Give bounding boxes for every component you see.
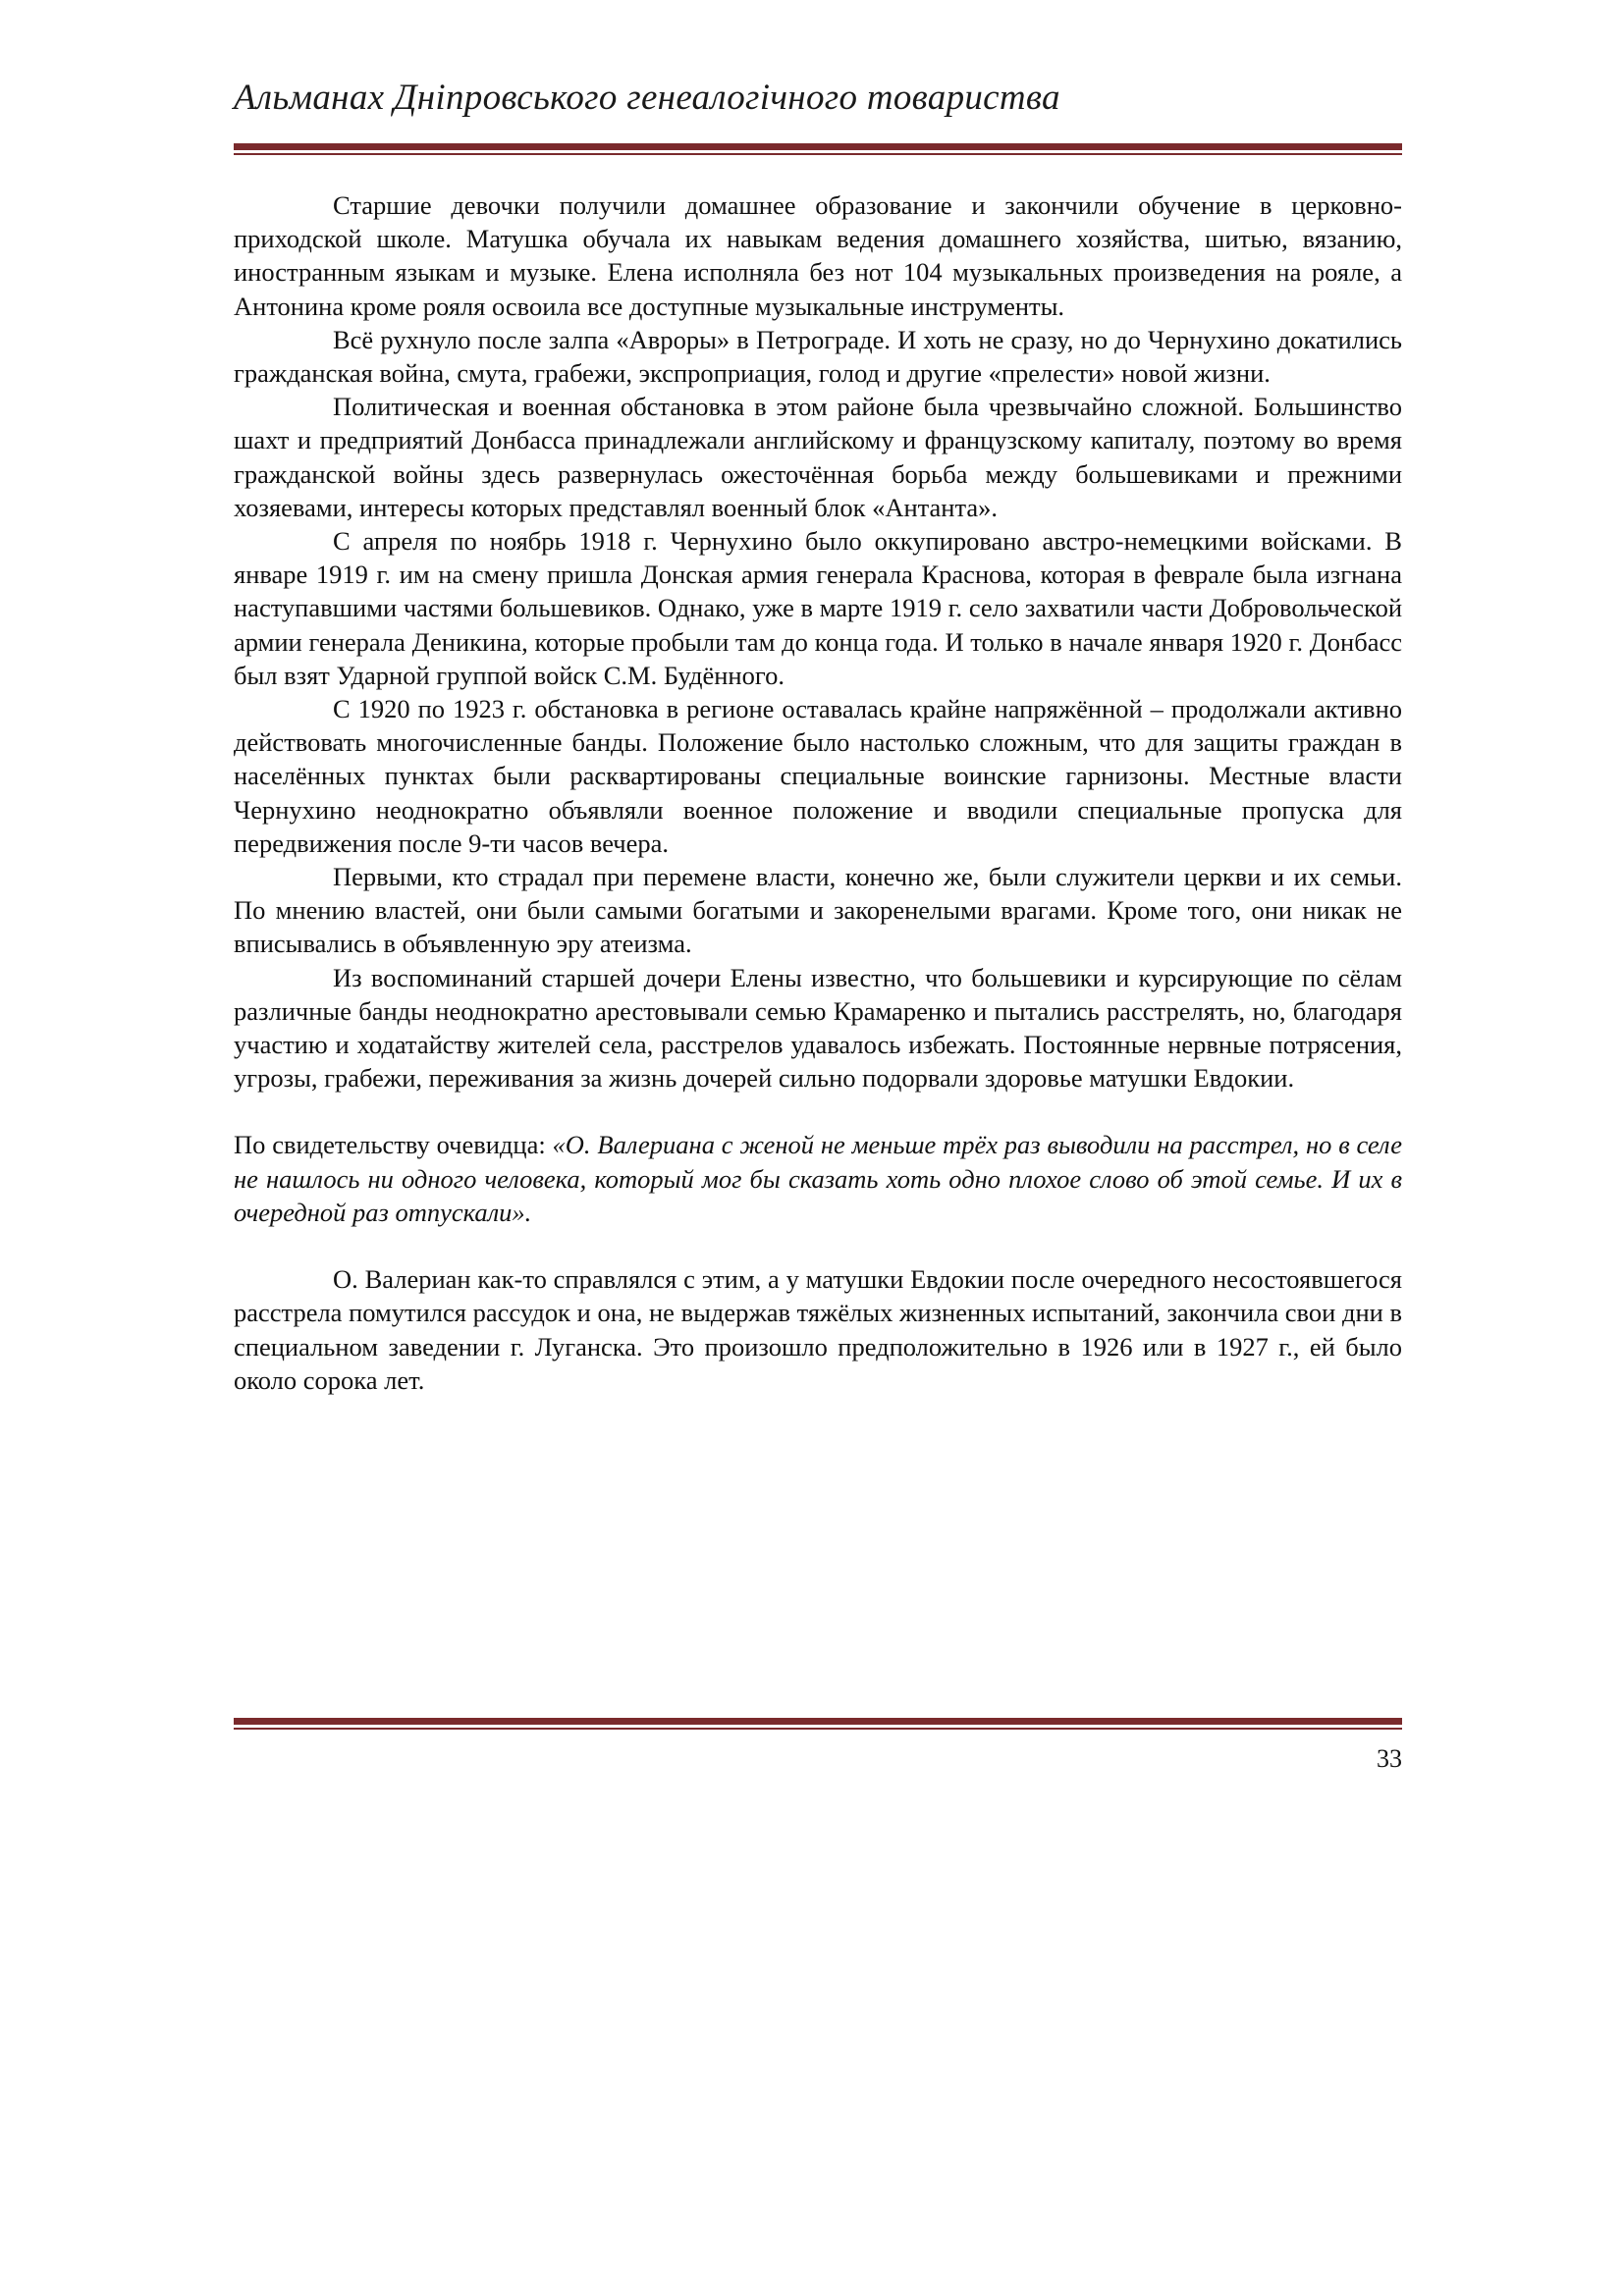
header-rule-thick <box>234 143 1402 150</box>
running-header-title: Альманах Дніпровського генеалогічного товариства <box>234 78 1060 118</box>
page-number: 33 <box>1377 1744 1402 1773</box>
header-rule <box>234 143 1402 155</box>
quote-text: «О. Валериана с женой не меньше трёх раз выводили на расстрел, но в селе не нашлось ни одного человека, который мог бы сказать хоть одно плохое слово об этой семье. И их в очередной раз отпускали». <box>234 1130 1403 1227</box>
header-rule-thin <box>234 153 1402 155</box>
body-text <box>234 188 1402 1397</box>
paragraph-3: Политическая и военная обстановка в этом районе была чрезвычайно сложной. Большинство шахт и предприятий Донбасса принадлежали английскому и французскому капиталу, поэтому во время гражданской войны здесь развернулась ожесточённая борьба между большевиками и прежними хозяевами, интересы которых представлял военный блок «Антанта». <box>234 392 1402 522</box>
paragraph-6: Первыми, кто страдал при перемене власти, конечно же, были служители церкви и их семьи. По мнению властей, они были самыми богатыми и закоренелыми врагами. Кроме того, они никак не вписывались в объявленную эру атеизма. <box>234 862 1402 959</box>
quote-lead: По свидетельству очевидца: <box>234 1130 553 1160</box>
eyewitness-quote <box>234 1128 1402 1229</box>
paragraph-1: Старшие девочки получили домашнее образование и закончили обучение в церковно-приходской школе. Матушка обучала их навыкам ведения домашнего хозяйства, шитью, вязанию, иностранным языкам и музыке. Елена исполняла без нот 104 музыкальных произведения на рояле, а Антонина кроме рояля освоила все доступные музыкальные инструменты. <box>234 190 1402 321</box>
paragraph-4: С апреля по ноябрь 1918 г. Чернухино было оккупировано австро-немецкими войсками. В январе 1919 г. им на смену пришла Донская армия генерала Краснова, которая в феврале была изгнана наступавшими частями большевиков. Однако, уже в марте 1919 г. село захватили части Добровольческой армии генерала Деникина, которые пробыли там до конца года. И только в начале января 1920 г. Донбасс был взят Ударной группой войск С.М. Будённого. <box>234 526 1402 690</box>
footer-rule-thin <box>234 1728 1402 1730</box>
footer-rule-thick <box>234 1718 1402 1725</box>
paragraph-2: Всё рухнуло после залпа «Авроры» в Петрограде. И хоть не сразу, но до Чернухино докатились гражданская война, смута, грабежи, экспроприация, голод и другие «прелести» новой жизни. <box>234 324 1402 389</box>
closing-paragraph: О. Валериан как-то справлялся с этим, а у матушки Евдокии после очередного несостоявшегося расстрела помутился рассудок и она, не выдержав тяжёлых жизненных испытаний, закончила свои дни в специальном заведении г. Луганска. Это произошло предположительно в 1926 или в 1927 г., ей было около сорока лет. <box>234 1264 1402 1395</box>
footer-rule <box>234 1718 1402 1730</box>
paragraph-7: Из воспоминаний старшей дочери Елены известно, что большевики и курсирующие по сёлам различные банды неоднократно арестовывали семью Крамаренко и пытались расстрелять, но, благодаря участию и ходатайству жителей села, расстрелов удавалось избежать. Постоянные нервные потрясения, угрозы, грабежи, переживания за жизнь дочерей сильно подорвали здоровье матушки Евдокии. <box>234 962 1402 1094</box>
paragraph-5: С 1920 по 1923 г. обстановка в регионе оставалась крайне напряжённой – продолжали активно действовать многочисленные банды. Положение было настолько сложным, что для защиты граждан в населённых пунктах были расквартированы специальные воинские гарнизоны. Местные власти Чернухино неоднократно объявляли военное положение и вводили специальные пропуска для передвижения после 9-ти часов вечера. <box>234 694 1402 858</box>
